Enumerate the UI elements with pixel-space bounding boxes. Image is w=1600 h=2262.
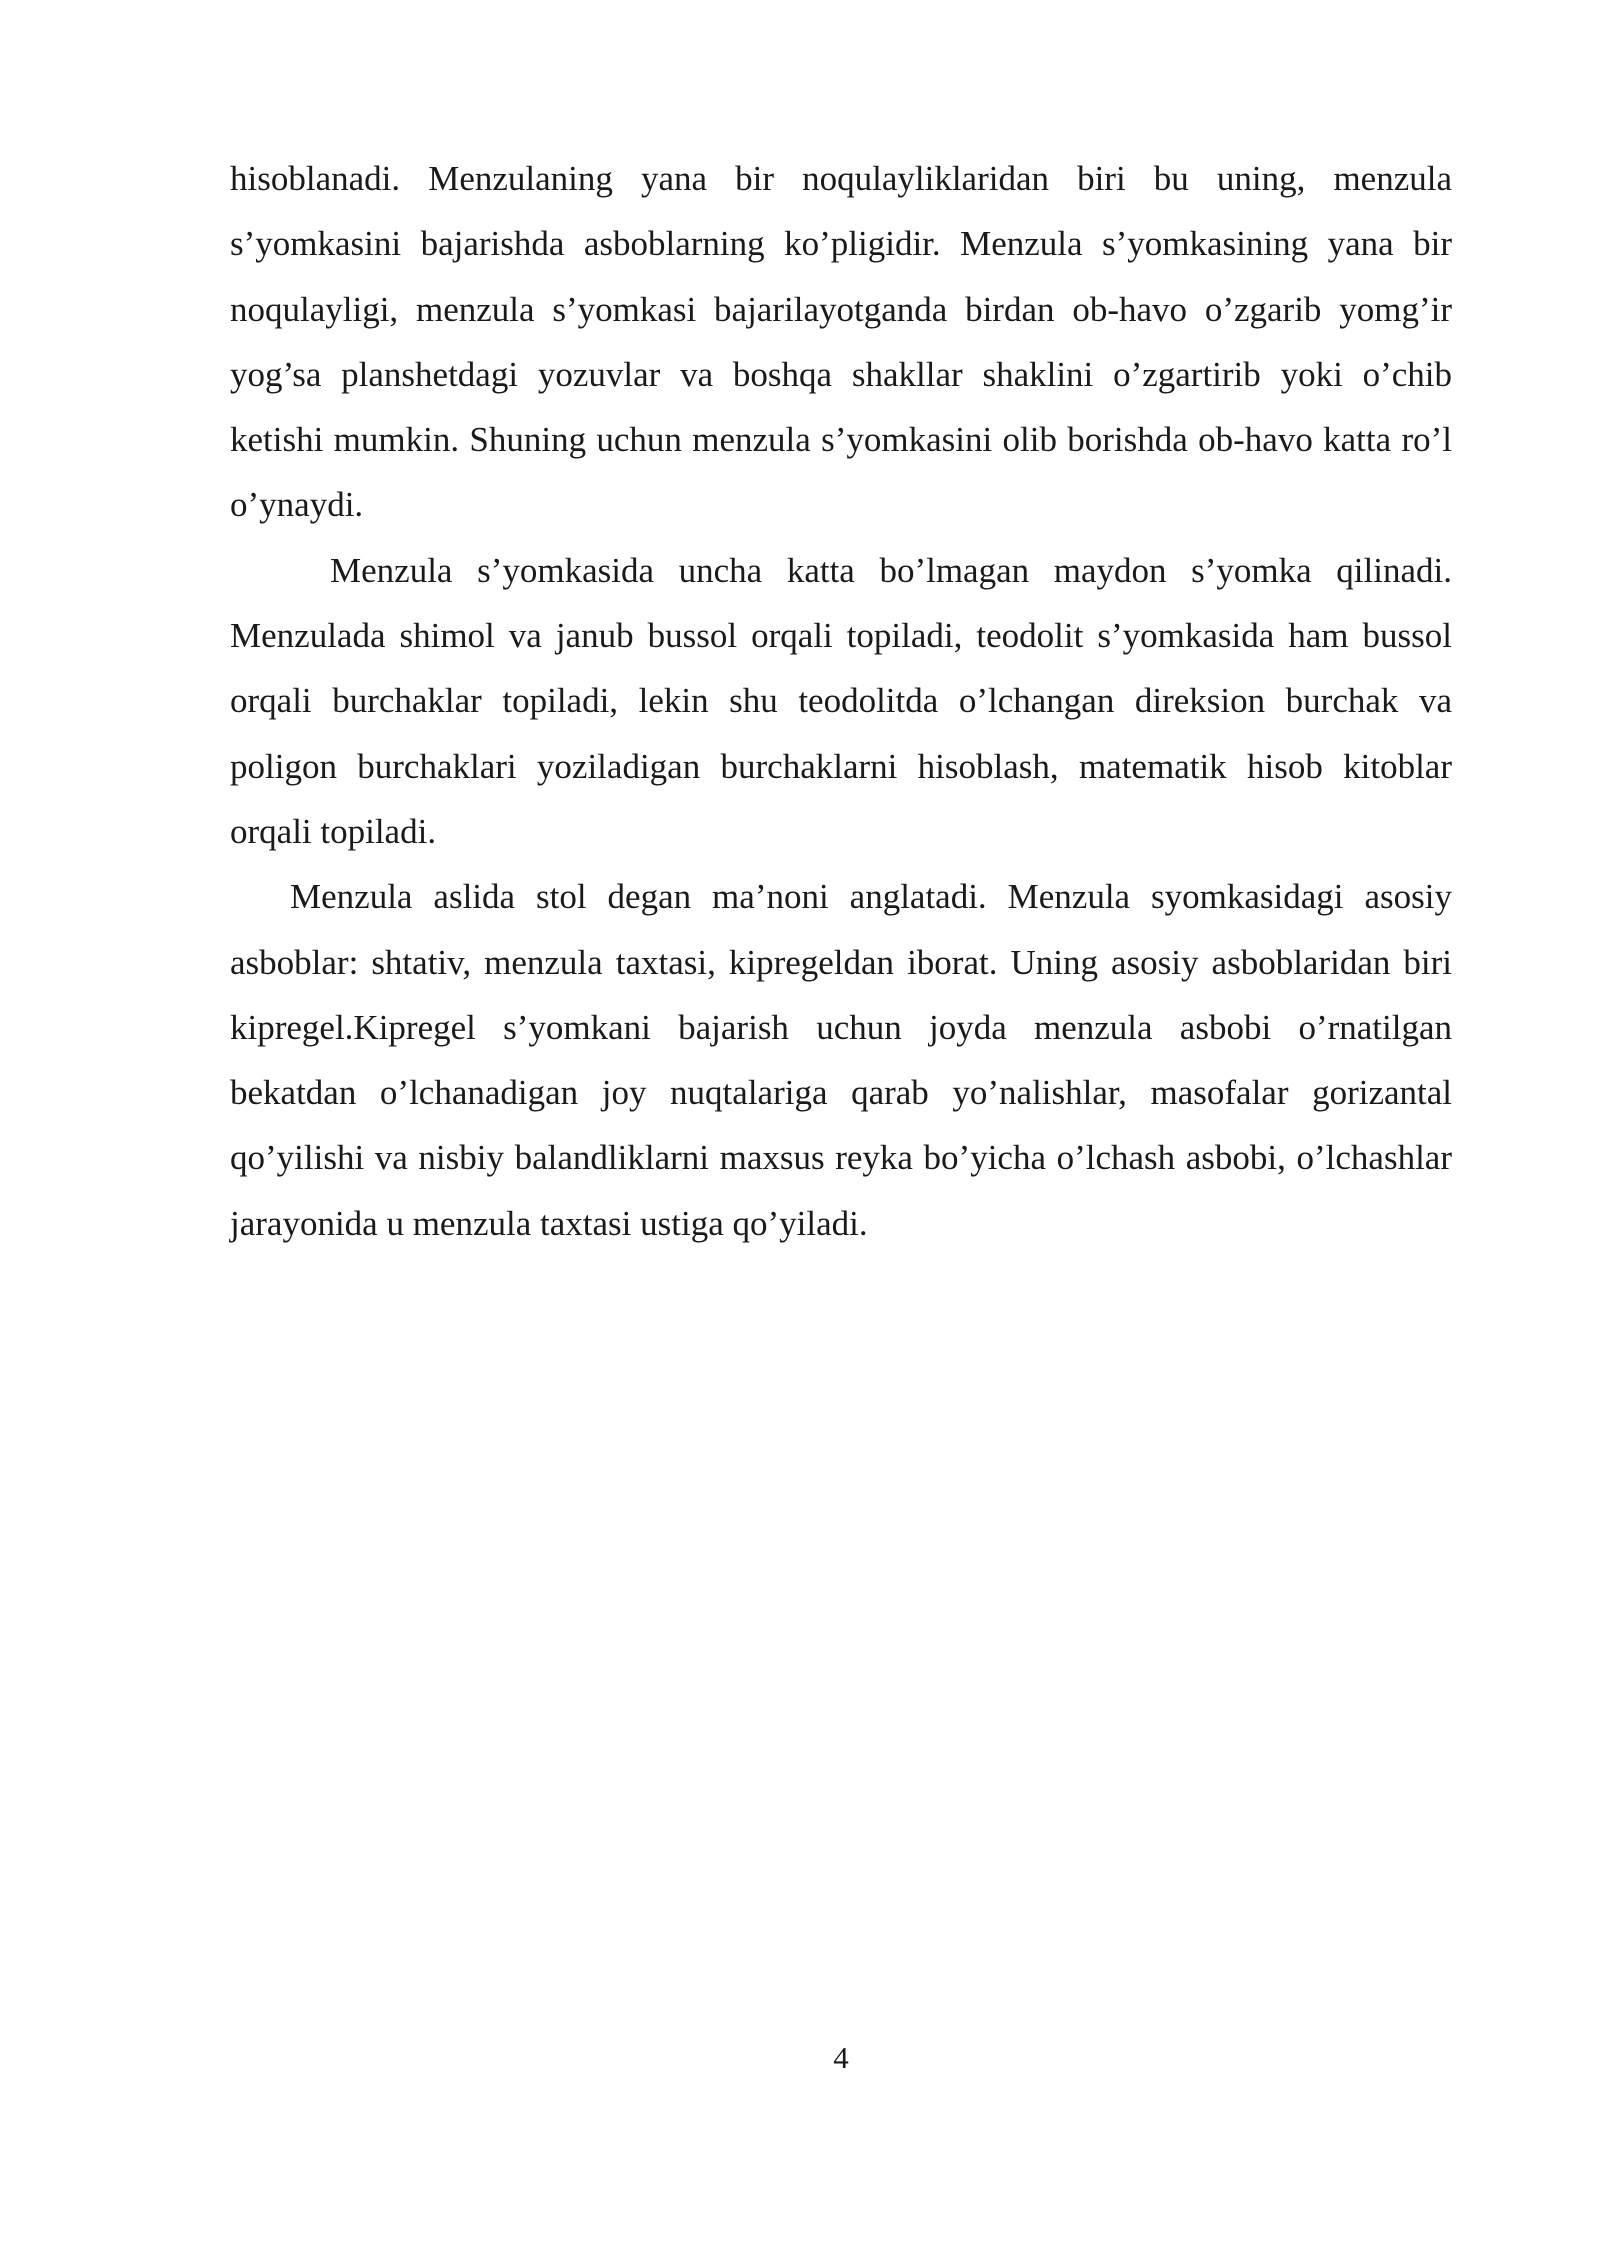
page-number: 4 [833,2040,849,2075]
document-body [230,146,1452,1256]
paragraph: Menzula s’yomkasida uncha katta bo’lmagan maydon s’yomka qilinadi. Menzulada shimol va janub bussol orqali topiladi, teodolit s’yomkasida ham bussol orqali burchaklar topiladi, lekin shu teodolitda o’lchangan direksion burchak va poligon burchaklari yoziladigan burchaklarni hisoblash, matematik hisob kitoblar orqali topiladi. [230,550,1452,851]
paragraph: Menzula aslida stol degan ma’noni anglatadi. Menzula syomkasidagi asosiy asboblar: shtativ, menzula taxtasi, kipregeldan iborat. Uning asosiy asboblaridan biri kipregel.Kipregel s’yomkani bajarish uchun joyda menzula asbobi o’rnatilgan bekatdan o’lchanadigan joy nuqtalariga qarab yo’nalishlar, masofalar gorizantal qo’yilishi va nisbiy balandliklarni maxsus reyka bo’yicha o’lchash asbobi, o’lchashlar jarayonida u menzula taxtasi ustiga qo’yiladi. [230,877,1452,1243]
paragraph: hisoblanadi. Menzulaning yana bir noqulayliklaridan biri bu uning, menzula s’yomkasini bajarishda asboblarning ko’pligidir. Menzula s’yomkasining yana bir noqulayligi, menzula s’yomkasi bajarilayotganda birdan ob-havo o’zgarib yomg’ir yog’sa planshetdagi yozuvlar va boshqa shakllar shaklini o’zgartirib yoki o’chib ketishi mumkin. Shuning uchun menzula s’yomkasini olib borishda ob-havo katta ro’l o’ynaydi. [230,159,1452,525]
